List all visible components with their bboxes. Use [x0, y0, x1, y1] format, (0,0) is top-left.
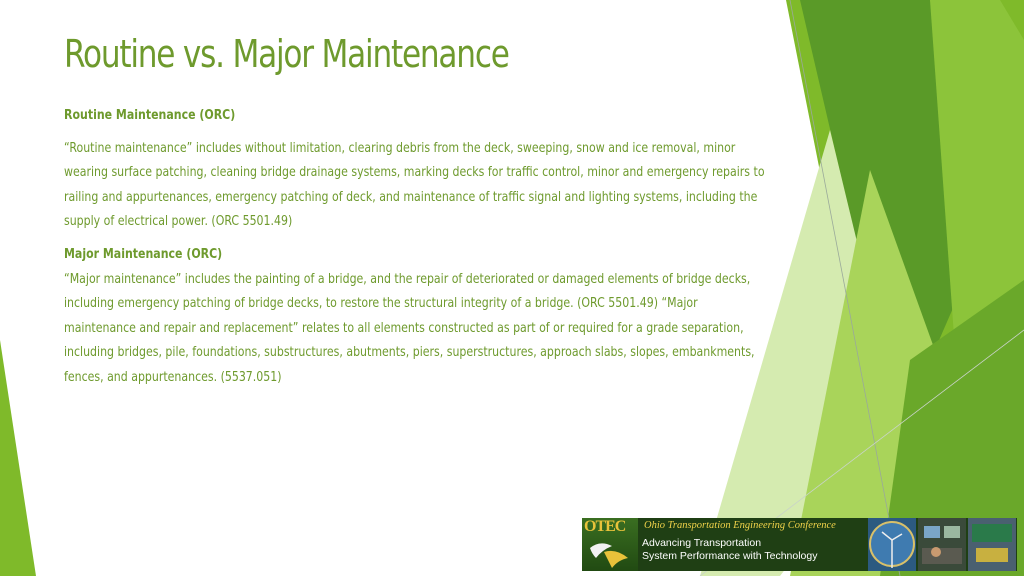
slide-body [64, 104, 769, 391]
section-heading-routine: Routine Maintenance (ORC) [64, 108, 236, 123]
conference-name: Ohio Transportation Engineering Conference [644, 520, 836, 531]
otec-logo-text: OTEC [584, 518, 626, 535]
section-spacer [64, 235, 769, 243]
section-heading-major: Major Maintenance (ORC) [64, 246, 223, 262]
banner-tagline [642, 537, 817, 563]
otec-logo [582, 518, 638, 571]
slide-title: Routine vs. Major Maintenance [64, 32, 509, 76]
section-text-major: “Major maintenance” includes the painting of a bridge, and the repair of deteriorated or damaged elements of bridge decks, including emergency patching of bridge decks, to restore the structural integrity of a bridge. (ORC 5501.49) “Major maintenance and repair and replacement” relates to all elements constructed as part of or required for a grade separation, including bridges, pile, foundations, substructures, abutments, piers, superstructures, approach slabs, slopes, embankments, fences, and appurtenances. (5537.051) [64, 271, 755, 385]
banner-tagline-line-1: Advancing Transportation [642, 537, 762, 549]
otec-logo-mark [582, 518, 638, 571]
banner-tagline-line-2: System Performance with Technology [642, 550, 818, 562]
green-facet-left [0, 340, 36, 576]
photo-turbine [868, 518, 916, 571]
section-text-routine: “Routine maintenance” includes without limitation, clearing debris from the deck, sweeping, snow and ice removal, minor wearing surface patching, cleaning bridge drainage systems, marking decks for traffic control, minor and emergency repairs to railing and appurtenances, emergency patching of deck, and maintenance of traffic signal and lighting systems, including the supply of electrical power. (ORC 5501.49) [64, 140, 765, 230]
photo-control-room [918, 518, 966, 571]
otec-banner [582, 518, 1017, 571]
photo-traffic-sign [968, 518, 1016, 571]
